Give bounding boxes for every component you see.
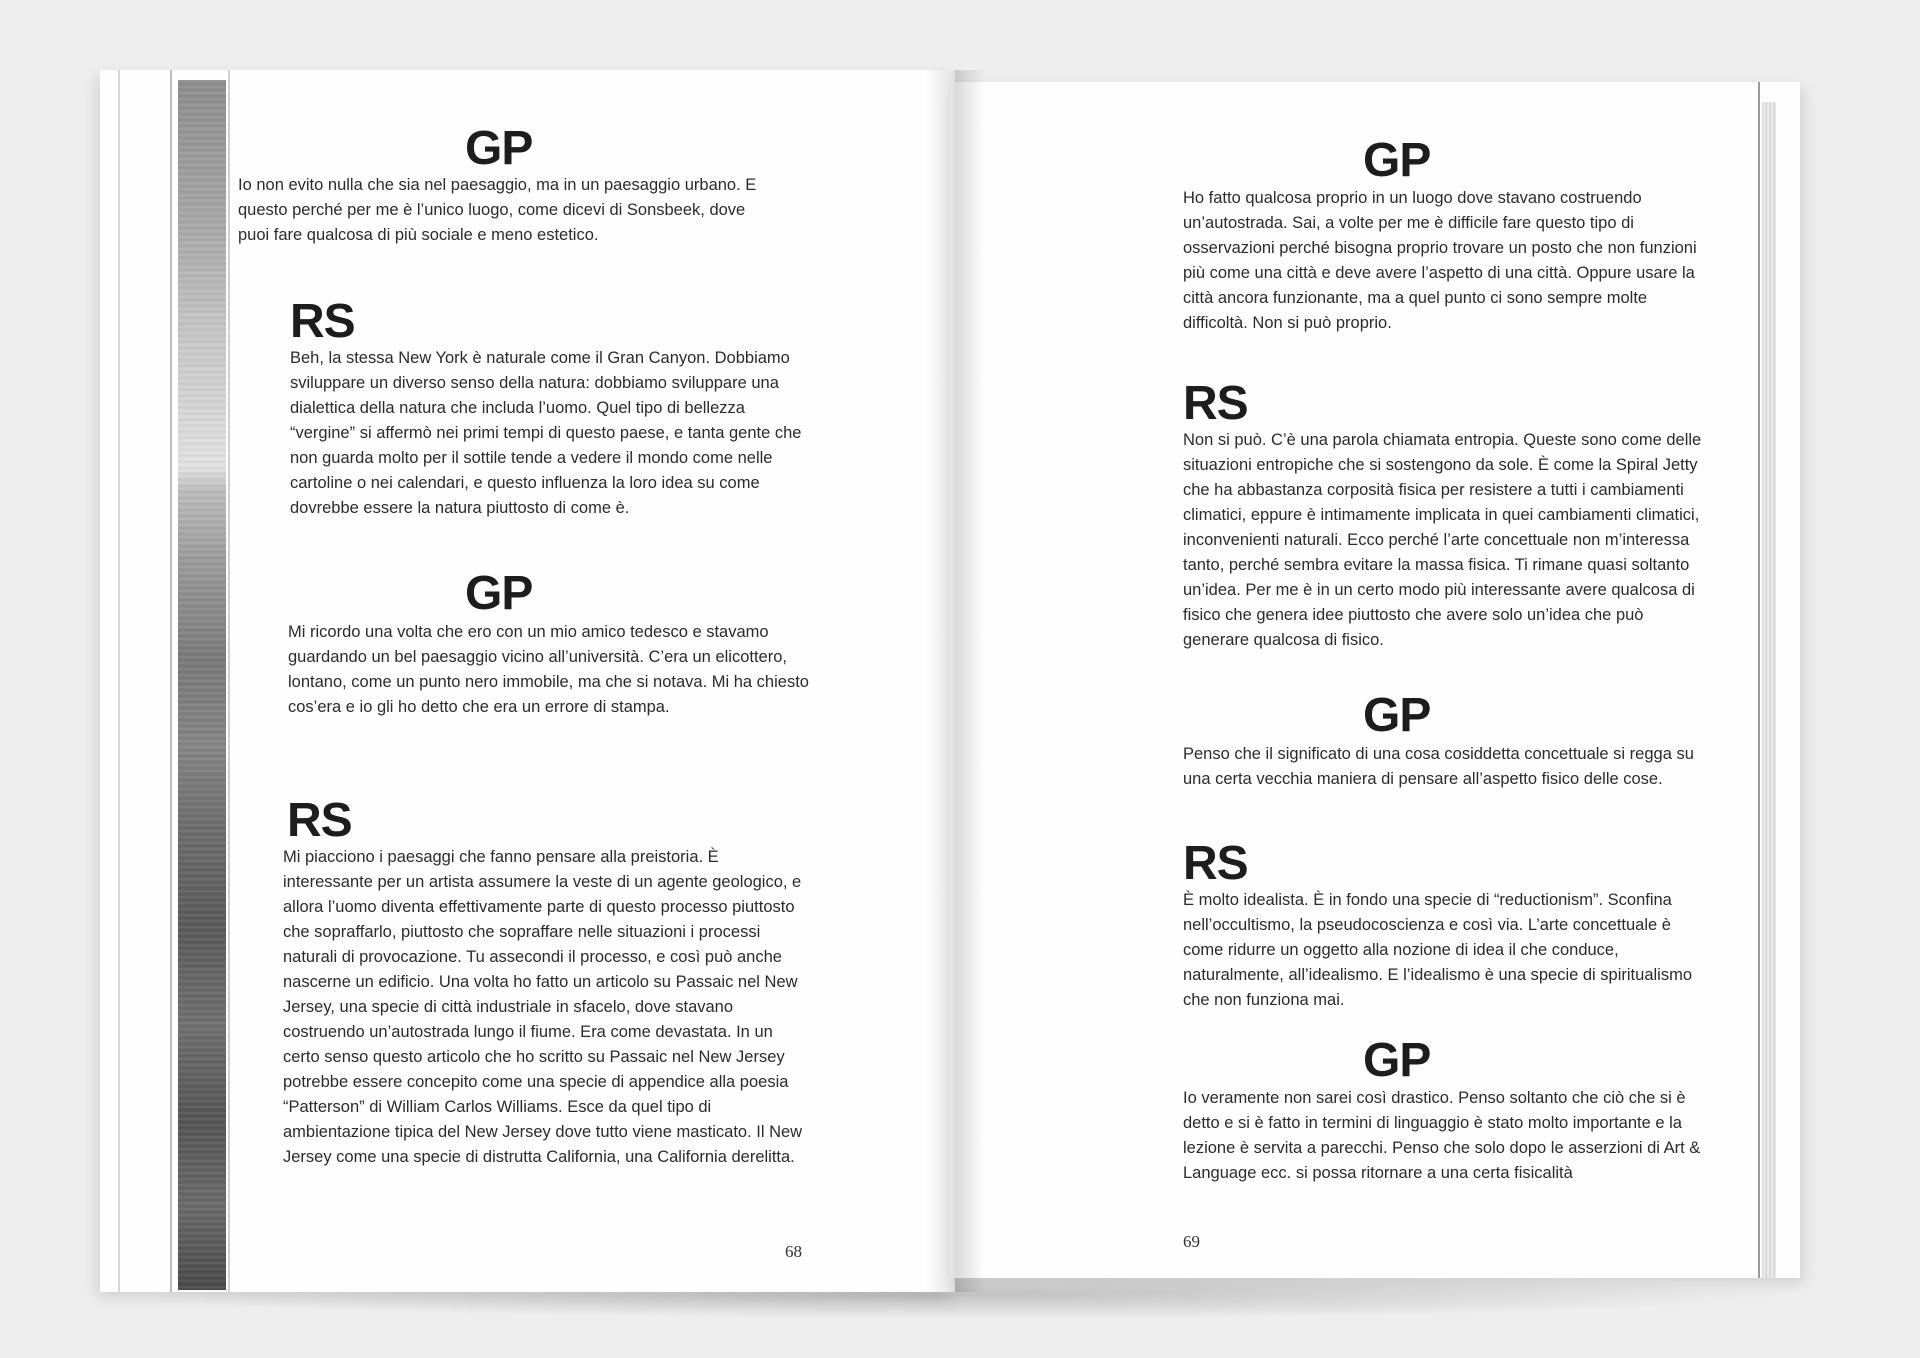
dialogue-paragraph: Io veramente non sarei così drastico. Penso soltanto che ciò che si è detto e si è fatto in termini di linguaggio è stato molto importante e la lezione è servita a parecchi. Penso che solo dopo le asserzioni di Art & Language ecc. si possa ritornare a una certa fisicalità — [1183, 1089, 1701, 1182]
page-number: 68 — [785, 1242, 802, 1261]
photo-strip-image — [178, 80, 226, 1290]
speaker-block — [465, 567, 533, 620]
page-edge-line — [170, 70, 172, 1292]
page-edge-stack — [1762, 102, 1776, 1278]
dialogue-paragraph: Beh, la stessa New York è naturale come il Gran Canyon. Dobbiamo sviluppare un diverso senso della natura: dobbiamo sviluppare una dialettica della natura che includa l’uomo. Quel tipo di bellezza “vergine” si affermò nei primi tempi di questo paese, e tanta gente che non guarda molto per il sottile tende a vedere il mondo come nelle cartoline o nei calendari, e questo influenza la loro idea su come dovrebbe essere la natura piuttosto di come è. — [290, 349, 802, 517]
dialogue-paragraph: Io non evito nulla che sia nel paesaggio, ma in un paesaggio urbano. E questo perché per me è l’unico luogo, come dicevi di Sonsbeek, dove puoi fare qualcosa di più sociale e meno estetico. — [238, 176, 757, 244]
speaker-label: GP — [1363, 134, 1431, 187]
dialogue-paragraph: Penso che il significato di una cosa cosiddetta concettuale si regga su una certa vecchia maniera di pensare all’aspetto fisico delle cose. — [1183, 745, 1694, 788]
speaker-block — [1363, 134, 1431, 187]
page-edge-line — [118, 70, 120, 1292]
speaker-label: GP — [1363, 689, 1431, 742]
dialogue-paragraph: Ho fatto qualcosa proprio in un luogo dove stavano costruendo un’autostrada. Sai, a volte per me è difficile fare questo tipo di osservazioni perché bisogna proprio trovare un posto che non funzioni più come una città e deve avere l’aspetto di una città. Oppure usare la città ancora funzionante, ma a quel punto ci sono sempre molte difficoltà. Non si può proprio. — [1183, 189, 1697, 332]
dialogue-paragraph: È molto idealista. È in fondo una specie di “reductionism”. Sconfina nell’occultismo, la pseudocoscienza e così via. L’arte concettuale è come ridurre un oggetto alla nozione di idea il che conduce, naturalmente, all’idealismo. E l’idealismo è una specie di spiritualismo che non funziona mai. — [1183, 891, 1692, 1009]
speaker-block — [1183, 837, 1248, 890]
speaker-block — [1183, 377, 1248, 430]
speaker-label: GP — [1363, 1034, 1431, 1087]
page-number: 69 — [1183, 1232, 1200, 1251]
speaker-block — [290, 295, 355, 348]
dialogue-paragraph: Mi ricordo una volta che ero con un mio amico tedesco e stavamo guardando un bel paesaggio vicino all’università. C’era un elicottero, lontano, come un punto nero immobile, ma che si notava. Mi ha chiesto cos’era e io gli ho detto che era un errore di stampa. — [288, 623, 809, 716]
page-edge-line — [228, 70, 230, 1292]
speaker-block — [1363, 689, 1431, 742]
speaker-label: RS — [290, 295, 355, 348]
right-page — [950, 82, 1800, 1278]
speaker-block — [1363, 1034, 1431, 1087]
left-page — [100, 70, 955, 1292]
dialogue-paragraph: Mi piacciono i paesaggi che fanno pensare alla preistoria. È interessante per un artista assumere la veste di un agente geologico, e allora l’uomo diventa effettivamente parte di questo processo piuttosto che sopraffarlo, piuttosto che sopraffare nelle situazioni i processi naturali di provocazione. Tu assecondi il processo, e così può anche nascerne un edificio. Una volta ho fatto un articolo su Passaic nel New Jersey, una specie di città industriale in sfacelo, dove stavano costruendo un’autostrada lungo il fiume. Era come devastata. In un certo senso questo articolo che ho scritto su Passaic nel New Jersey potrebbe essere concepito come una specie di appendice alla poesia “Patterson” di William Carlos Williams. Esce da quel tipo di ambientazione tipica del New Jersey dove tutto viene masticato. Il New Jersey come una specie di distrutta California, una California derelitta. — [283, 848, 803, 1166]
speaker-label: RS — [287, 794, 352, 847]
speaker-block — [287, 794, 352, 847]
speaker-label: RS — [1183, 377, 1248, 430]
dialogue-paragraph: Non si può. C’è una parola chiamata entropia. Queste sono come delle situazioni entropiche che si sostengono da sole. È come la Spiral Jetty che ha abbastanza corposità fisica per resistere a tutti i cambiamenti climatici, eppure è intimamente implicata in quei cambiamenti climatici, inconvenienti naturali. Ecco perché l’arte concettuale non m’interessa tanto, perché sembra evitare la massa fisica. Ti rimane quasi soltanto un’idea. Per me è in un certo modo più interessante avere qualcosa di fisico che genera idee piuttosto che avere solo un’idea che può generare qualcosa di fisico. — [1183, 431, 1702, 649]
speaker-label: RS — [1183, 837, 1248, 890]
speaker-label: GP — [465, 567, 533, 620]
page-edge-line — [1758, 82, 1760, 1278]
speaker-block — [465, 122, 533, 175]
speaker-label: GP — [465, 122, 533, 175]
